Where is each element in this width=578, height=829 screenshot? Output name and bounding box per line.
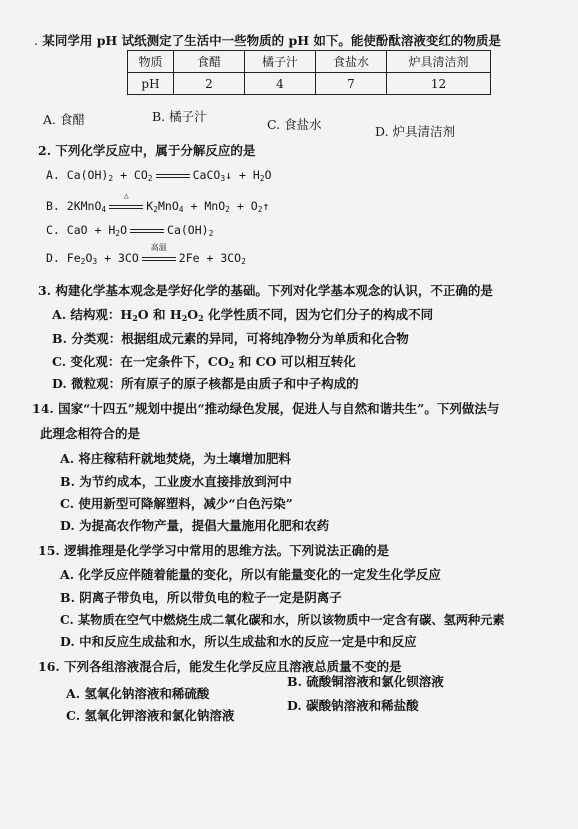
question-11-marker: .: [34, 33, 38, 48]
question-16-option-c: C. 氢氧化钾溶液和氯化钠溶液: [66, 708, 235, 723]
ph-table-cell: 炉具清洁剂: [387, 51, 491, 73]
question-15-option-b: B. 阴离子带负电，所以带负电的粒子一定是阴离子: [60, 590, 342, 605]
question-12-option-b: B. 2KMnO$_4$ △ $K_2MnO_4 + MnO_2$ + $O_2↑$: [46, 190, 270, 214]
question-15-text: 逻辑推理是化学学习中常用的思维方法。下列说法正确的是: [64, 543, 390, 558]
option-letter: C.: [46, 223, 60, 237]
question-14-stem: [32, 401, 499, 417]
question-12-option-c: C. CaO + $H_2O$ $Ca(OH)_2$: [46, 223, 214, 238]
equals-sign: [142, 242, 176, 264]
question-11-option-b: B. 橘子汁: [152, 109, 207, 124]
question-14-option-d: D. 为提高农作物产量，提倡大量施用化肥和农药: [60, 518, 330, 533]
ph-table-cell: 物质: [128, 51, 174, 73]
ph-table-cell: 2: [174, 73, 245, 95]
question-12-number: 2.: [38, 143, 52, 158]
option-text: 和 CO 可以相互转化: [234, 354, 356, 369]
ph-table-value-row: [128, 73, 491, 95]
question-14-option-c: C. 使用新型可降解塑料，减少“白色污染”: [60, 496, 293, 511]
question-16-option-a: A. 氢氧化钠溶液和稀硫酸: [66, 686, 210, 701]
question-11-text: 某同学用 pH 试纸测定了生活中一些物质的 pH 如下。能使酚酞溶液变红的物质是: [42, 33, 501, 48]
question-14-text: 国家“十四五”规划中提出“推动绿色发展，促进人与自然和谐共生”。下列做法与: [58, 401, 500, 416]
question-15-option-d: D. 中和反应生成盐和水，所以生成盐和水的反应一定是中和反应: [60, 634, 417, 649]
question-11-option-c: C. 食盐水: [267, 117, 322, 132]
question-12-option-a: A. $Ca(OH)_2 + CO_2$ CaCO$_3$↓ + $H_2O$: [46, 168, 272, 183]
ph-table-cell: 食盐水: [316, 51, 387, 73]
ph-table-cell: 12: [387, 73, 491, 95]
option-text: 化学性质不同，因为它们分子的构成不同: [203, 307, 434, 322]
option-text: C. 变化观：在一定条件下，CO: [52, 354, 229, 369]
question-15-option-a: A. 化学反应伴随着能量的变化，所以有能量变化的一定发生化学反应: [60, 567, 441, 582]
question-13-number: 3.: [38, 283, 52, 298]
ph-table-cell: pH: [128, 73, 174, 95]
ph-table-cell: 食醋: [174, 51, 245, 73]
question-14-stem-continued: 此理念相符合的是: [40, 426, 141, 441]
question-16-option-b: B. 硫酸铜溶液和氯化钡溶液: [287, 674, 444, 689]
option-text: A. 结构观：H: [52, 307, 133, 322]
equals-sign: [109, 190, 143, 212]
question-15-number: 15.: [38, 543, 60, 558]
option-letter: B.: [46, 199, 60, 213]
option-text: O 和 H: [137, 307, 182, 322]
ph-table-cell: 7: [316, 73, 387, 95]
question-13-stem: [38, 283, 493, 299]
equals-sign: [130, 226, 164, 236]
question-11-stem: [34, 33, 501, 49]
question-14-number: 14.: [32, 401, 54, 416]
ph-table-cell: 4: [245, 73, 316, 95]
option-text: O: [187, 307, 199, 322]
question-13-option-c: C. 变化观：在一定条件下，$CO_2$ 和 CO 可以相互转化: [52, 354, 356, 370]
question-11-option-a: A. 食醋: [43, 112, 85, 127]
question-14-option-a: A. 将庄稼秸秆就地焚烧，为土壤增加肥料: [60, 451, 291, 466]
reaction-condition: 高温: [150, 242, 167, 252]
reaction-condition: △: [123, 190, 129, 200]
equals-sign: [156, 171, 190, 181]
question-12-option-d: D. $Fe_2O_3 + 3CO$ 高温 $2Fe + 3CO_2$: [46, 242, 246, 266]
question-13-option-d: D. 微粒观：所有原子的原子核都是由质子和中子构成的: [52, 376, 359, 391]
question-16-number: 16.: [38, 659, 60, 674]
ph-table: [127, 50, 491, 95]
question-13-option-b: B. 分类观：根据组成元素的异同，可将纯净物分为单质和化合物: [52, 331, 409, 346]
question-15-option-c: C. 某物质在空气中燃烧生成二氧化碳和水，所以该物质中一定含有碳、氢两种元素: [60, 613, 505, 627]
option-letter: D.: [46, 251, 60, 265]
question-11-option-d: D. 炉具清洁剂: [375, 124, 456, 139]
question-13-option-a: A. 结构观：$H_2O$ 和 $H_2O_2$ 化学性质不同，因为它们分子的构成不同: [52, 307, 434, 323]
ph-table-cell: 橘子汁: [245, 51, 316, 73]
question-15-stem: [38, 543, 389, 559]
question-12-text: 下列化学反应中，属于分解反应的是: [55, 143, 256, 158]
option-letter: A.: [46, 168, 60, 182]
question-16-stem: [38, 659, 402, 675]
question-16-option-d: D. 碳酸钠溶液和稀盐酸: [287, 698, 419, 713]
question-14-option-b: B. 为节约成本，工业废水直接排放到河中: [60, 474, 292, 489]
question-13-text: 构建化学基本观念是学好化学的基础。下列对化学基本观念的认识，不正确的是: [55, 283, 493, 298]
question-16-text: 下列各组溶液混合后，能发生化学反应且溶液总质量不变的是: [64, 659, 402, 674]
ph-table-header-row: [128, 51, 491, 73]
question-12-stem: [38, 143, 255, 159]
